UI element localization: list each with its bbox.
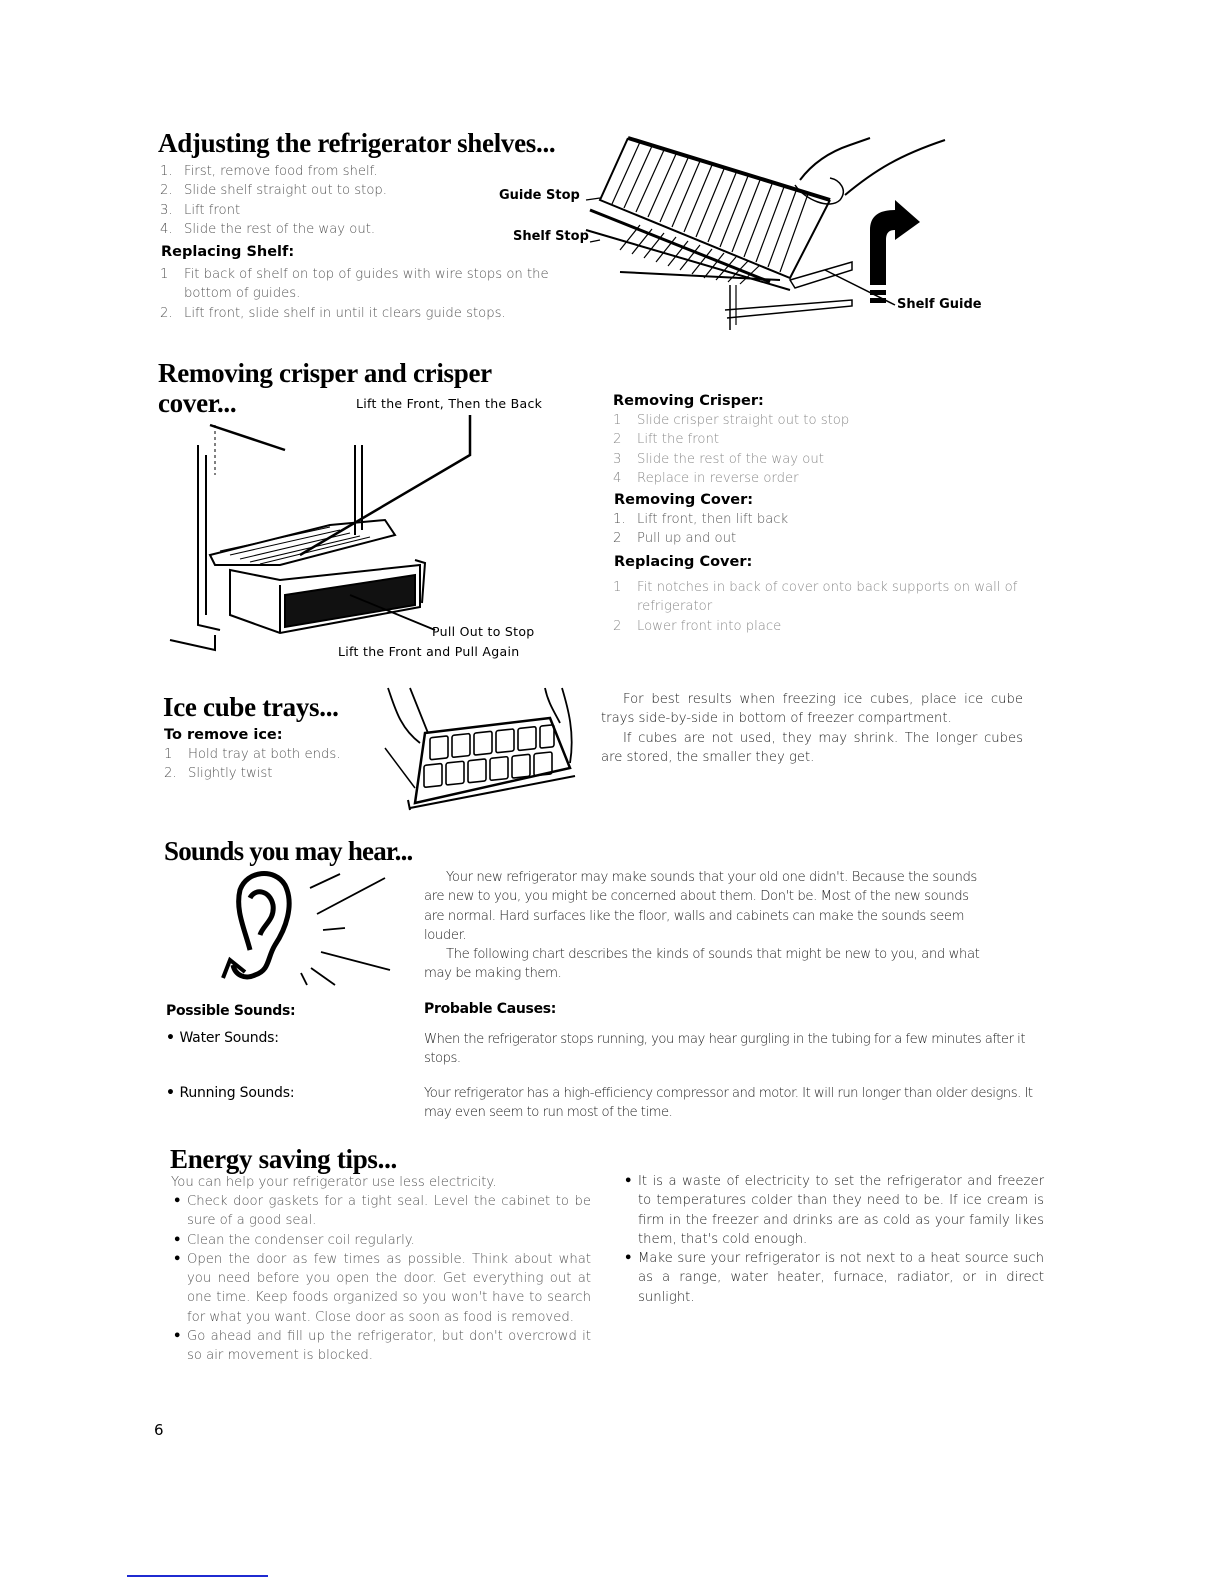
removing-cover-step: 2 Pull up and out bbox=[613, 531, 737, 547]
ice-tray-illustration bbox=[380, 688, 580, 808]
shelves-step: 2. Slide shelf straight out to stop. bbox=[160, 183, 387, 199]
bullet: • bbox=[166, 1085, 180, 1101]
removing-cover-steps bbox=[613, 510, 1043, 549]
ice-paragraphs bbox=[601, 690, 1023, 767]
energy-tip: • Open the door as few times as possible. Think about what you need before you open the door. Get everything out at one time. Keep foods organized so you won't have to search for what you want. Close door as soon as food is removed. bbox=[171, 1250, 591, 1327]
footer-rule bbox=[127, 1575, 268, 1577]
sounds-title: Sounds you may hear... bbox=[164, 836, 413, 866]
crisper-title-line2: cover... bbox=[158, 388, 237, 418]
replacing-cover-step: 2 Lower front into place bbox=[613, 618, 782, 634]
sound-name: • Running Sounds: bbox=[166, 1085, 295, 1101]
ear-icon bbox=[215, 870, 395, 985]
ice-paragraph: If cubes are not used, they may shrink. The longer cubes are stored, the smaller they get. bbox=[601, 730, 1023, 765]
shelves-step: 3. Lift front bbox=[160, 202, 241, 218]
bullet: • bbox=[166, 1030, 180, 1046]
shelves-step: 1. First, remove food from shelf. bbox=[160, 164, 378, 179]
shelf-guide-label: Shelf Guide bbox=[897, 297, 982, 312]
sound-cause: Your refrigerator has a high-efficiency compressor and motor. It will run longer than older designs. It may even seem to run most of the time. bbox=[424, 1086, 1033, 1121]
energy-tip: • Check door gaskets for a tight seal. Level the cabinet to be sure of a good seal. bbox=[171, 1192, 591, 1231]
replacing-shelf-steps bbox=[160, 265, 590, 323]
crisper-title-line1: Removing crisper and crisper bbox=[158, 358, 492, 388]
sound-name: • Water Sounds: bbox=[166, 1030, 279, 1046]
replacing-shelf-step: 1 Fit back of shelf on top of guides with wire stops on the bottom of guides. bbox=[160, 267, 549, 302]
energy-intro: You can help your refrigerator use less electricity. bbox=[171, 1175, 497, 1190]
removing-crisper-step: 2 Lift the front bbox=[613, 432, 719, 448]
removing-crisper-step: 3 Slide the rest of the way out bbox=[613, 451, 824, 467]
sounds-paragraphs bbox=[424, 868, 984, 984]
energy-tip: • Clean the condenser coil regularly. bbox=[171, 1231, 591, 1250]
probable-causes-header: Probable Causes: bbox=[424, 1001, 557, 1017]
removing-crisper-step: 4 Replace in reverse order bbox=[613, 470, 799, 486]
ice-paragraph: For best results when freezing ice cubes, place ice cube trays side-by-side in bottom of freezer compartment. bbox=[601, 692, 1023, 727]
sounds-paragraph: Your new refrigerator may make sounds that your old one didn't. Because the sounds are new to you, you might be concerned about them. Don't be. Most of the new sounds are normal. Hard surfaces like the floor, walls and cabinets can make the sounds seem louder. bbox=[424, 870, 977, 943]
energy-right-tips bbox=[622, 1172, 1044, 1307]
energy-title: Energy saving tips... bbox=[170, 1144, 397, 1174]
ice-steps bbox=[164, 745, 384, 784]
ice-step: 1 Hold tray at both ends. bbox=[164, 747, 341, 762]
replacing-shelf-step: 2. Lift front, slide shelf in until it clears guide stops. bbox=[160, 305, 506, 321]
energy-tip: • Make sure your refrigerator is not next to a heat source such as a range, water heater, furnace, radiator, or in direct sunlight. bbox=[622, 1249, 1044, 1307]
replacing-cover-step: 1 Fit notches in back of cover onto back supports on wall of refrigerator bbox=[613, 580, 1018, 615]
ice-step: 2. Slightly twist bbox=[164, 766, 273, 782]
shelf-stop-label: Shelf Stop bbox=[513, 229, 589, 244]
removing-crisper-step: 1 Slide crisper straight out to stop bbox=[613, 413, 850, 428]
sound-cause: When the refrigerator stops running, you may hear gurgling in the tubing for a few minutes after it stops. bbox=[424, 1032, 1025, 1067]
page-number: 6 bbox=[154, 1421, 164, 1439]
energy-tip: • It is a waste of electricity to set the refrigerator and freezer to temperatures colder than they need to be. If ice cream is firm in the freezer and drinks are as cold as your family likes them, that's cold enough. bbox=[622, 1172, 1044, 1249]
remove-ice-heading: To remove ice: bbox=[164, 727, 283, 743]
energy-left-tips bbox=[171, 1192, 591, 1366]
possible-sounds-header: Possible Sounds: bbox=[166, 1003, 296, 1019]
shelves-step: 4. Slide the rest of the way out. bbox=[160, 221, 376, 237]
replacing-cover-heading: Replacing Cover: bbox=[614, 554, 753, 570]
ice-title: Ice cube trays... bbox=[163, 692, 339, 722]
sounds-paragraph: The following chart describes the kinds of sounds that might be new to you, and what may be making them. bbox=[424, 947, 980, 982]
lift-front-back-label: Lift the Front, Then the Back bbox=[356, 396, 543, 411]
removing-cover-step: 1. Lift front, then lift back bbox=[613, 512, 789, 527]
replacing-cover-steps bbox=[613, 578, 1033, 636]
guide-stop-label: Guide Stop bbox=[499, 188, 580, 203]
removing-crisper-heading: Removing Crisper: bbox=[613, 393, 764, 409]
shelves-title: Adjusting the refrigerator shelves... bbox=[158, 128, 556, 158]
pull-out-label: Pull Out to Stop bbox=[432, 624, 535, 639]
removing-cover-heading: Removing Cover: bbox=[614, 492, 754, 508]
replacing-shelf-heading: Replacing Shelf: bbox=[161, 244, 295, 260]
removing-crisper-steps bbox=[613, 411, 1043, 488]
energy-tip: • Go ahead and fill up the refrigerator, but don't overcrowd it so air movement is blocked. bbox=[171, 1327, 591, 1366]
crisper-illustration bbox=[170, 415, 490, 655]
shelf-illustration bbox=[590, 130, 950, 340]
lift-pull-again-label: Lift the Front and Pull Again bbox=[338, 644, 520, 659]
